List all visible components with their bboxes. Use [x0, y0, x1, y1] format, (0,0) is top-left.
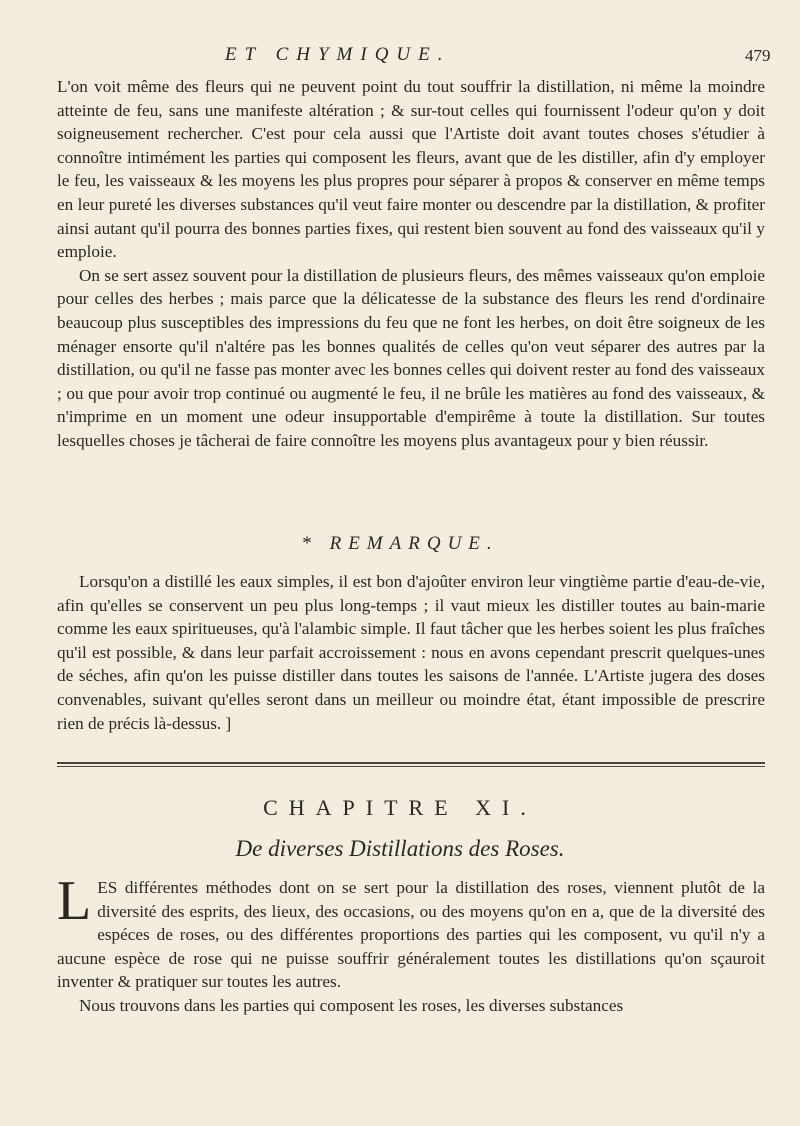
remarque-text	[57, 570, 765, 735]
main-text-top	[57, 75, 765, 453]
chapter-paragraph-2: Nous trouvons dans les parties qui composent les roses, les diverses substances	[79, 995, 624, 1015]
paragraph-fleurs-distillation: L'on voit même des fleurs qui ne peuvent point du tout souffrir la distillation, ni même la moindre atteinte de feu, sans une manifeste altération ; & sur-tout celles qui fournissent l'odeur qu'on y doit soigneusement rechercher. C'est pour cela aussi que l'Artiste doit avant toutes choses s'étudier à connoître intimément les parties qui composent les fleurs, avant que de les distiller, afin d'y employer le feu, les vaisseaux & les moyens les plus propres pour séparer à propos & conserver en même temps en leur pureté les diverses substances qu'il veut faire monter ou descendre par la distillation, & profiter ainsi autant qu'il pourra des bonnes parties fixes, qui restent bien souvent au fond des vaisseaux qu'il y emploie.	[57, 77, 765, 262]
chapter-divider	[57, 762, 765, 767]
page-number: 479	[745, 46, 771, 65]
chapter-paragraph-1	[57, 870, 765, 994]
remarque-heading: * REMARQUE.	[301, 533, 499, 554]
chapter-paragraph-1-text: ES différentes méthodes dont on se sert pour la distillation des roses, viennent plutôt de la diversité des esprits, des lieux, des occasions, ou des moyens qu'on en a, que de la diversité des espéces de roses, ou des différentes proportions des parties qui les composent, vu qu'il n'y a aucune espèce de rose qui ne puisse souffrir généralement toutes les distillations qu'on sçauroit inventer & pratiquer sur toutes les autres.	[57, 878, 765, 992]
paragraph-vaisseaux: On se sert assez souvent pour la distillation de plusieurs fleurs, des mêmes vaisseaux qu'on emploie pour celles des herbes ; mais parce que la délicatesse de la substance des fleurs les rend d'ordinaire beaucoup plus susceptibles des impressions du feu que ne font les herbes, on doit être soigneux de les ménager ensorte qu'il n'altére pas les bonnes qualités de celles qu'on veut séparer des autres par la distillation, ou qu'il ne fasse pas monter avec les bonnes celles qui doivent rester au fond des vaisseaux ; ou que pour avoir trop continué ou augmenté le feu, il ne brûle les matières au fond des vaisseaux, & n'imprime en un moment une odeur insupportable d'empirême à toute la distillation. Sur toutes lesquelles choses je tâcherai de faire connoître les moyens plus avantageux pour y bien réussir.	[57, 265, 765, 450]
running-head: ET CHYMIQUE.	[225, 44, 451, 65]
chapter-subtitle: De diverses Distillations des Roses.	[235, 836, 565, 861]
drop-cap: L	[57, 870, 92, 932]
chapter-text	[57, 870, 765, 1018]
remarque-paragraph: Lorsqu'on a distillé les eaux simples, il est bon d'ajoûter environ leur vingtième partie d'eau-de-vie, afin qu'elles se conservent un peu plus long-temps ; il vaut mieux les distiller toutes au bain-marie comme les eaux spiritueuses, qu'à l'alambic simple. Il faut tâcher que les herbes soient les plus fraîches qu'il est possible, & dans leur parfait accroissement : nous en avons cependant prescrit quelques-unes de séches, afin qu'on les puisse distiller dans toutes les saisons de l'année. L'Artiste jugera des doses convenables, suivant qu'elles seront dans un meilleur ou moindre état, étant impossible de prescrire rien de précis là-dessus. ]	[57, 572, 765, 733]
chapter-title: CHAPITRE XI.	[263, 795, 537, 820]
